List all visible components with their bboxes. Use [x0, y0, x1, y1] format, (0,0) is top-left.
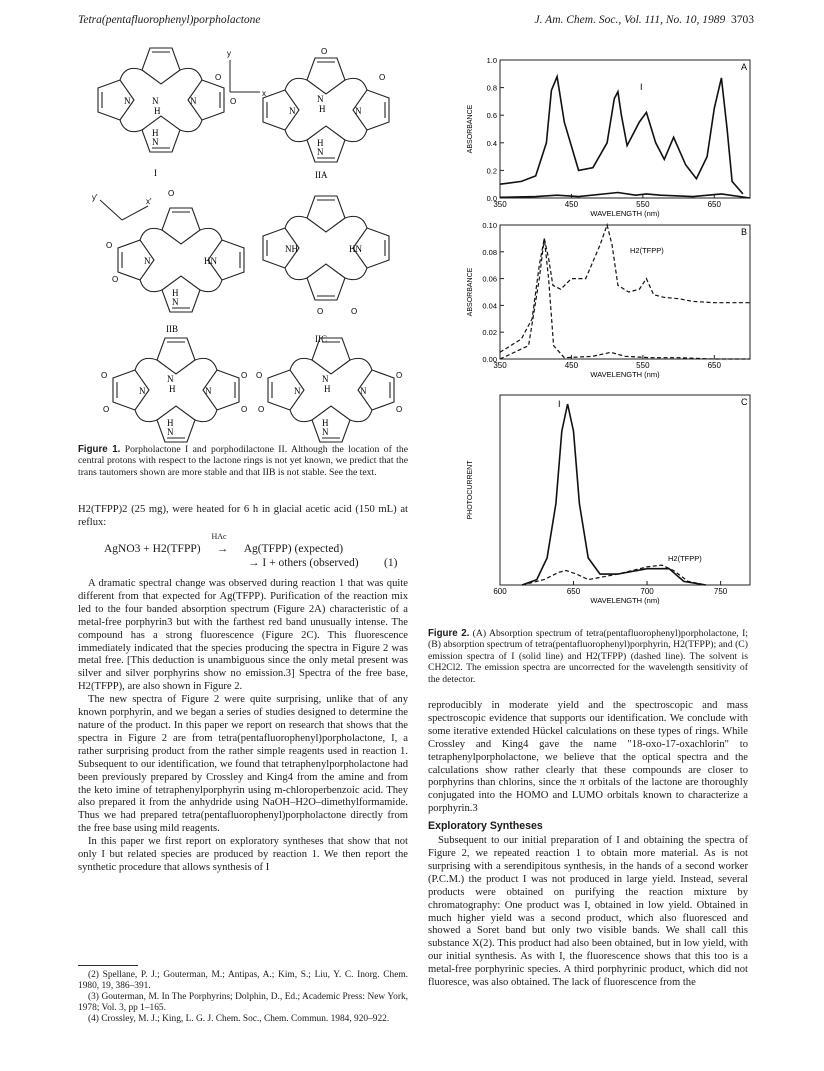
equation-rhs2: → I + others (observed) [248, 557, 359, 569]
panel-b-series-label: H2(TFPP) [630, 246, 664, 255]
panel-b-series-0 [500, 225, 750, 352]
svg-text:N: N [124, 96, 131, 106]
axis-y-label: y [227, 49, 231, 58]
panel-c-xtick-label-3: 750 [713, 587, 728, 596]
panel-a-series-1 [500, 193, 750, 199]
svg-text:NH: NH [285, 244, 298, 254]
axis-xy [227, 49, 266, 98]
right-paragraph-1: reproducibly in moderate yield and the spectroscopic and mass spectroscopic evidence that supports our identification. We conclude with some iterative extended Hückel calculations on these types of rings. While Crossley and King4 gave the name "18-oxo-17-oxachlorin" to tetraphenylporpholactone, we believe that the optical spectra and the calculations show rather clearly that these compounds are closer to porphyrins than chlorins, since the π orbitals of the lactone are thoroughly conjugated into the HOMO and LUMO orbitals known to characterize a porphyrin.3 [428, 700, 748, 815]
svg-text:N: N [322, 374, 329, 384]
label-I: I [154, 168, 157, 178]
journal-name: J. Am. Chem. Soc., [534, 14, 622, 26]
left-body [78, 578, 408, 875]
right-paragraph-2: Subsequent to our initial preparation of I and obtaining the spectra of Figure 2, we repeated reaction 1 to obtain more material. As is not surprising with a serendipitous synthesis, in the hands of a second worker (P.C.M.) the product I was not produced in large yield. Instead, several products were obtained on purifying the reaction mixture by chromatography: One product was I, obtained in low yield. Obtained in much higher yield was a second product, which also fluoresced and showed a Soret band but only two visible bands. We shall call this substance X(2). This product had also been obtained, but in low yield, with our initial synthesis. As with I, the fluorescence shows that this too is a metal-free porphyrinic species. A third porphyrinic product, which did not fluoresce, was also obtained. The lack of fluorescence from the [428, 835, 748, 989]
svg-text:O: O [317, 307, 324, 316]
equation-lhs: AgNO3 + H2(TFPP) [104, 543, 201, 555]
svg-text:O: O [112, 275, 119, 284]
panel-c-xtick-label-2: 700 [640, 587, 654, 596]
svg-text:N: N [355, 106, 362, 116]
panel-c-series-label-i: I [558, 399, 561, 409]
panel-b-ytick-label-0: 0.00 [482, 355, 497, 364]
figure2-caption [428, 628, 748, 685]
svg-text:N: N [317, 147, 324, 157]
panel-b-xlabel: WAVELENGTH (nm) [590, 370, 660, 379]
label-IIC: IIC [315, 334, 327, 344]
svg-text:N: N [172, 297, 179, 307]
axis-yp-label: y' [92, 193, 98, 202]
running-header-journal [535, 14, 754, 26]
svg-text:O: O [396, 371, 403, 380]
structure-IIE [256, 338, 402, 445]
svg-text:O: O [256, 371, 263, 380]
panel-c-letter: C [741, 397, 748, 407]
panel-b-ytick-label-4: 0.08 [482, 247, 497, 257]
figure1-caption-label: Figure 1. [78, 444, 121, 455]
paragraph-2: The new spectra of Figure 2 were quite surprising, unlike that of any known porphyrin, and we began a series of studies designed to determine the nature of the product. In this paper we report on research that shows that the spectra in Figure 2 are from tetra(pentafluorophenyl)porpholactone, I, a rather surprising product from the rather simple reagents used in reaction 1. Subsequent to our identification, we found that tetraphenylporpholactone had been previously prepared by Crossley and King4 from the amine and from the keto imine of tetraphenylporphyrin using m-chloroperbenzoic acid. They also prepared it from the anhydride using NaOH–H2O–dimethylformamide. Thus we had prepared tetra(pentafluorophenyl)porpholactone directly from the free base using mild reagents. [78, 694, 408, 835]
panel-b-ytick-label-3: 0.06 [482, 274, 497, 284]
structure-IIA [263, 47, 389, 180]
svg-text:O: O [379, 73, 386, 82]
equation-arrow: HAc → [211, 532, 229, 555]
panel-b-xtick-label-2: 550 [636, 361, 650, 370]
panel-a-series-0 [500, 77, 743, 194]
panel-a-ylabel: ABSORBANCE [467, 104, 474, 154]
svg-text:O: O [106, 241, 113, 250]
page-number: 3703 [731, 14, 754, 26]
svg-text:H: H [317, 138, 324, 148]
panel-b-ylabel: ABSORBANCE [467, 267, 474, 317]
panel-a-xtick-label-3: 650 [707, 200, 721, 209]
svg-text:O: O [230, 97, 237, 106]
svg-text:H: H [167, 418, 174, 428]
footnotes [78, 970, 408, 1025]
left-intro [78, 504, 408, 530]
panel-a-letter: A [741, 62, 748, 72]
equation-arrow-label: HAc [211, 532, 227, 541]
axis-x-label: x [262, 89, 266, 98]
journal-volume: Vol. 111, No. 10, 1989 [624, 14, 726, 26]
svg-text:N: N [167, 427, 174, 437]
svg-text:O: O [258, 405, 265, 414]
figure1-caption [78, 444, 408, 478]
svg-text:H: H [319, 104, 326, 114]
panel-b-ytick-label-1: 0.02 [482, 328, 497, 338]
panel-a-xtick-label-1: 450 [564, 200, 579, 209]
panel-a-xtick-label-0: 350 [493, 200, 507, 209]
intro-paragraph: H2(TFPP)2 (25 mg), were heated for 6 h in glacial acetic acid (150 mL) at reflux: [78, 504, 408, 528]
svg-text:HN: HN [204, 256, 217, 266]
panel-c-series-1 [522, 565, 706, 585]
svg-text:H: H [172, 288, 179, 298]
svg-text:N: N [205, 386, 212, 396]
right-body [428, 700, 748, 990]
svg-text:HN: HN [349, 244, 362, 254]
panel-b-xtick-label-1: 450 [564, 361, 579, 370]
svg-text:O: O [168, 189, 175, 198]
footnote-4: (4) Crossley, M. J.; King, L. G. J. Chem. Soc., Chem. Commun. 1984, 920–922. [88, 1014, 390, 1024]
svg-text:N: N [360, 386, 367, 396]
panel-b-letter: B [741, 227, 748, 237]
panel-c-xtick-label-1: 650 [566, 587, 581, 596]
svg-text:N: N [294, 386, 301, 396]
svg-text:N: N [152, 137, 159, 147]
svg-text:O: O [101, 371, 108, 380]
svg-text:N: N [289, 106, 296, 116]
structure-IIC [263, 196, 389, 344]
footnote-rule [78, 965, 138, 966]
axis-xp-label: x' [146, 197, 152, 206]
panel-a-ytick-label-1: 0.2 [486, 166, 497, 176]
svg-text:H: H [324, 384, 331, 394]
structure-IID [101, 338, 247, 445]
svg-text:O: O [241, 371, 248, 380]
label-IIA: IIA [315, 170, 328, 180]
svg-text:O: O [396, 405, 403, 414]
svg-text:N: N [322, 427, 329, 437]
svg-text:N: N [152, 96, 159, 106]
panel-b-series-1 [500, 238, 750, 359]
panel-a-frame [500, 60, 750, 198]
panel-c-xlabel: WAVELENGTH (nm) [590, 596, 660, 605]
panel-b-ytick-label-2: 0.04 [482, 301, 497, 311]
svg-text:N: N [144, 256, 151, 266]
panel-a-ytick-label-2: 0.4 [486, 138, 497, 148]
figure2-spectra [460, 55, 760, 625]
panel-c-xtick-label-0: 600 [493, 587, 507, 596]
panel-a-xlabel: WAVELENGTH (nm) [590, 209, 660, 218]
svg-text:N: N [190, 96, 197, 106]
panel-a-xtick-label-2: 550 [636, 200, 650, 209]
panel-a-ytick-label-3: 0.6 [486, 111, 497, 121]
panel-a-ytick-label-0: 0.0 [486, 194, 497, 203]
panel-a-ytick-label-5: 1.0 [486, 56, 497, 65]
equation-rhs1: Ag(TFPP) (expected) [243, 543, 344, 555]
svg-text:O: O [215, 73, 222, 82]
footnote-2: (2) Spellane, P. J.; Gouterman, M.; Antipas, A.; Kim, S.; Liu, Y. C. Inorg. Chem. 1980, 19, 386–391. [78, 970, 408, 991]
equation-number: (1) [384, 557, 398, 569]
panel-b-xtick-label-3: 650 [707, 361, 721, 370]
section-heading: Exploratory Syntheses [428, 820, 543, 833]
structure-I [98, 48, 236, 178]
svg-text:N: N [167, 374, 174, 384]
svg-text:N: N [139, 386, 146, 396]
svg-text:O: O [351, 307, 358, 316]
figure1-caption-text: Porpholactone I and porphodilactone II. Although the location of the central protons with respect to the lactone rings is not yet known, we predict that the trans tautomers shown are more stable and that IIB is not stable. See the text. [78, 444, 409, 478]
svg-text:O: O [103, 405, 110, 414]
svg-text:O: O [321, 47, 328, 56]
panel-a-ytick-label-4: 0.8 [486, 83, 497, 93]
footnote-3: (3) Gouterman, M. In The Porphyrins; Dolphin, D., Ed.; Academic Press: New York, 1978; Vol. 3, pp 1–165. [78, 992, 408, 1013]
svg-text:H: H [322, 418, 329, 428]
panel-c-ylabel: PHOTOCURRENT [467, 460, 474, 520]
panel-a-series-label: I [640, 82, 643, 92]
svg-text:O: O [241, 405, 248, 414]
paragraph-3: In this paper we first report on exploratory syntheses that show that not only I but related species are produced by reaction 1. We then report the synthetic procedure that allows synthesis of I [78, 836, 408, 873]
figure2-caption-text: (A) Absorption spectrum of tetra(pentafluorophenyl)porpholactone, I; (B) absorption spectrum of tetra(pentafluorophenyl)porphyrin, H2(TFPP); and (C) emission spectra of I (solid line) and H2(TFPP) (dashed line). The solvent is CH2Cl2. The emission spectra are uncorrected for the wavelength sensitivity of the detector. [428, 628, 748, 685]
running-header-title: Tetra(pentafluorophenyl)porpholactone [78, 14, 261, 26]
structure-IIB [92, 189, 244, 334]
paragraph-1: A dramatic spectral change was observed during reaction 1 that was quite different from that expected for Ag(TFPP). Purification of the reaction mix led to the four banded absorption spectrum (Figure 2A) characteristic of a metal-free porphyrin3 but with the farthest red band unusually intense. The compound has a strong fluorescence (Figure 2C). This fluorescence immediately indicated that the species producing the spectra in Figure 2 was metal free. [This deduction is unambiguous since the only metal present was silver and silver porphyrins show no emission.3] Spectra of the free base, H2(TFPP), are also shown in Figure 2. [78, 578, 408, 693]
svg-text:N: N [317, 94, 324, 104]
panel-c-series-label-h2: H2(TFPP) [668, 554, 702, 563]
panel-b-xtick-label-0: 350 [493, 361, 507, 370]
svg-text:H: H [152, 128, 159, 138]
svg-text:H: H [154, 106, 161, 116]
panel-c-frame [500, 395, 750, 585]
figure2-caption-label: Figure 2. [428, 628, 470, 639]
panel-b-ytick-label-5: 0.10 [482, 221, 497, 230]
equation-1 [104, 532, 344, 555]
label-IIB: IIB [166, 324, 178, 334]
svg-text:H: H [169, 384, 176, 394]
figure1-structures [90, 40, 410, 445]
